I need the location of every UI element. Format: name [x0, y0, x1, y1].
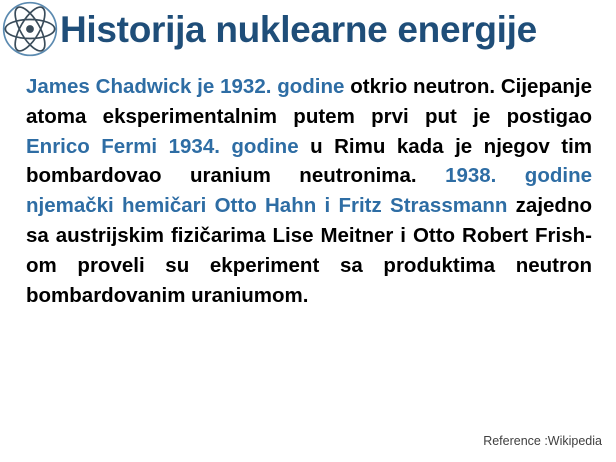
body-segment-1: otkrio neutron. Cijepanje atoma eksperimentalnim putem prvi put je postigao: [26, 75, 592, 128]
page-title: Historija nuklearne energije: [60, 8, 537, 50]
body-segment-3: u Rimu kada je njegov tim bombardovao uranium neutronima.: [26, 134, 592, 188]
reference-note: Reference :Wikipedia: [483, 434, 602, 448]
body-paragraph: [26, 72, 592, 311]
body-segment-5: zajedno sa austrijskim fizičarima Lise Meitner i Otto Robert Frish-om proveli su ekperiment sa produktima neutron bombardovanim uraniumom.: [26, 194, 592, 307]
body-segment-0: James Chadwick je 1932. godine: [26, 75, 351, 98]
slide-body: [26, 72, 592, 311]
slide-header: [0, 0, 616, 58]
body-segment-2: Enrico Fermi 1934. godine: [26, 134, 311, 158]
atom-icon: [2, 1, 58, 57]
body-segment-4: 1938. godine njemački hemičari Otto Hahn i Fritz Strassmann: [26, 164, 592, 218]
